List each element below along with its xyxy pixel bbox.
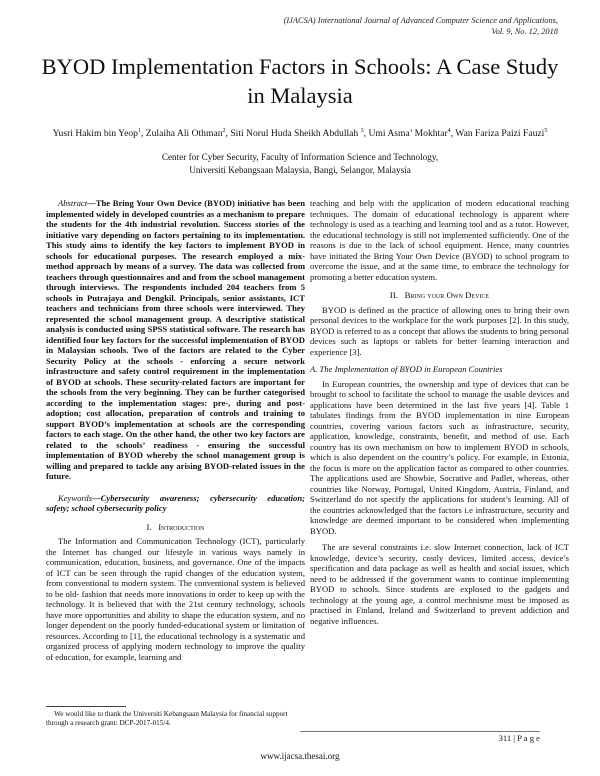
author-name: Siti Norul Huda Sheikh Abdullah <box>230 128 359 140</box>
european-paragraph: In European countries, the ownership and type of devices that can be brought to school to facilitate the school to manage the usable devices and applications have been determined in the last five years [4]. Table 1 tabulates findings from the BYOD implementation in nine European countries, covering various factors such as infrastructure, security, application, knowledge, constraints, benefit, and method of use. Each country has its own mechanism on how to implement BYOD in schools, which is also dependent on the country’s policy. For example, in Estonia, the focus is more on the application factor as compared to other countries. The applications used are Showbie, Socrative and Padlet, whereas, other countries like Norway, Portugal, United Kingdom, Austria, Finland, and Switzerland do not specify the applications for student’s learning. All of the countries acknowledged that the factors i.e infrastructure, security and knowledge are deemed important to be considered when implementing BYOD. <box>310 378 569 536</box>
section-number: II. <box>389 290 398 300</box>
abstract <box>46 198 305 482</box>
constraints-paragraph: The are several constraints i.e. slow Internet connection, lack of ICT knowledge, device’s security, costly devices, limited access, device’s specification and data package as well as health and social issues, which need to be addressed if the government wants to continue implementing BYOD to schools. Since students are explosed to the gadgets and technology at the young age, a control mechnisme must be imposed as practised in Finland, Ireland and Switzerland to prevent addiction and negative influences. <box>310 542 569 626</box>
author-name: Zulaiha Ali Othman <box>145 128 223 140</box>
journal-header-line1: (IJACSA) International Journal of Advanced Computer Science and Applications, <box>283 16 558 25</box>
author-index: 4 <box>447 128 451 134</box>
author-list: Yusri Hakim bin Yeop$^1$, Zulaiha Ali Othman$^2$, Siti Norul Huda Sheikh Abdullah $^3$, Umi Asma’ Mokhtar$^4$, Wan Fariza Paizi Fauzi$^5$ <box>52 128 548 140</box>
intro-paragraph-continued: teaching and help with the application of modern educational teaching techniques. The domain of educational technology is apparent where technology is used as a teaching and learning tool and as a tutor. However, the educational technology is still not implemented sufficiently. One of the reasons is due to the lack of school equipment. Hence, many countries have initiated the Bring Your Own Device (BYOD) to school program to overcome the issue, and at the same time, to embrace the technology for promoting a better education system. <box>310 198 569 282</box>
author-index: 1 <box>137 128 141 134</box>
author-index: 3 <box>360 128 364 134</box>
affiliation-line1: Center for Cyber Security, Faculty of Information Science and Technology, <box>161 152 439 162</box>
journal-header-line2: Vol. 9, No. 12, 2018 <box>491 26 558 36</box>
affiliation <box>40 151 560 176</box>
author-index: 5 <box>544 128 548 134</box>
intro-paragraph: The Information and Communication Technology (ICT), particularly the Internet has changed our lifestyle in various ways namely in communication, education, business, and governance. One of the impacts of ICT can be seen through the rapid changes of the education system, from conventional to modern system. The conventional system is believed to be old- fashion that needs more innovations in order to keep up with the technology. It is believed that with the 21st century technology, schools have more opportunities and ability to shape the education system, and no longer dependent on the poorly funded-educational system or limitation of resources. According to [1], the educational technology is a systematic and organized process of applying modern technology to improve the quality of education, for example, learning and <box>46 536 305 662</box>
affiliation-line2: Universiti Kebangsaan Malaysia, Bangi, Selangor, Malaysia <box>189 164 411 175</box>
journal-header <box>158 16 558 37</box>
footnote-divider <box>46 706 126 707</box>
page-number-rule <box>300 731 540 732</box>
right-column <box>310 198 569 626</box>
keywords-label: Keywords <box>58 492 93 503</box>
section-heading-introduction <box>46 522 305 533</box>
author-name: Wan Fariza Paizi Fauzi <box>455 128 545 140</box>
author-index: 2 <box>222 128 226 134</box>
page-number: 311 | P a g e <box>498 733 540 743</box>
keywords-text: —Cybersecurity awareness; cybersecurity education; safety; school cybersecurity policy <box>46 492 305 513</box>
section-title: Introduction <box>158 521 205 532</box>
abstract-label: Abstract <box>58 198 88 208</box>
keywords <box>46 493 305 514</box>
author-name: Yusri Hakim bin Yeop <box>52 128 138 140</box>
byod-definition-paragraph: BYOD is defined as the practice of allowing ones to bring their own personal devices to the workplace for the work purposes [2]. In this study, BYOD is referred to as a concept that allows the students to bring personal devices such as laptops or tablets for better learning interaction and experience [3]. <box>310 304 569 357</box>
section-title: Bring your Own Device <box>404 290 490 300</box>
footer-url: www.ijacsa.thesai.org <box>260 751 340 761</box>
paper-title: BYOD Implementation Factors in Schools: A Case Study in Malaysia <box>41 54 559 108</box>
author-name: Umi Asma’ Mokhtar <box>368 128 448 140</box>
footnote: We would like to thank the Universiti Kebangsaan Malaysia for financial support through a research grant: DCP-2017-015/4. <box>46 710 288 727</box>
section-heading-byod <box>310 290 569 301</box>
abstract-text: —The Bring Your Own Device (BYOD) initiative has been implemented widely in developed countries as a mechanism to prepare the students for the 4th industrial revolution. Success stories of the initiative vary depending on factors pertaining to its implementation. This study aims to identify the key factors to implement BYOD in schools for educational purposes. The research employed a mix-method approach by means of a survey. The data was collected from teachers through questionnaires and and from the school management through interviews. The respondents included 204 teachers from 5 schools in Putrajaya and Dengkil. Principals, senior assistants, ICT teachers and technicians from three schools were interviewed. They represented the school management group. A descriptive statistical analysis is conducted using SPSS statistical software. The research has identified four key factors for the successful implementation of BYOD in Malaysian schools. Two of the factors are related to the Cyber Security Policy at the schools - enforcing a secure network infrastructure and safety control requirement in the implementation of BYOD at schools. These security-related factors are important for the schools from the very beginning. They can be further categorised according to the implementation stages: pre-, during and post-adoption; cost allocation, preparation of controls and training to support BYOD’s implementation at schools are the corresponding factors to each stage. On the other hand, the other two key factors are related to the schools’ readiness - ensuring the successful implementation of BYOD whereby the school management group is willing and prepared to tackle any arising BYOD-related issues in the future. <box>46 198 305 481</box>
section-number: I. <box>146 521 152 532</box>
subsection-heading: A. The Implementation of BYOD in European Countries <box>310 364 503 374</box>
left-column <box>46 198 305 662</box>
